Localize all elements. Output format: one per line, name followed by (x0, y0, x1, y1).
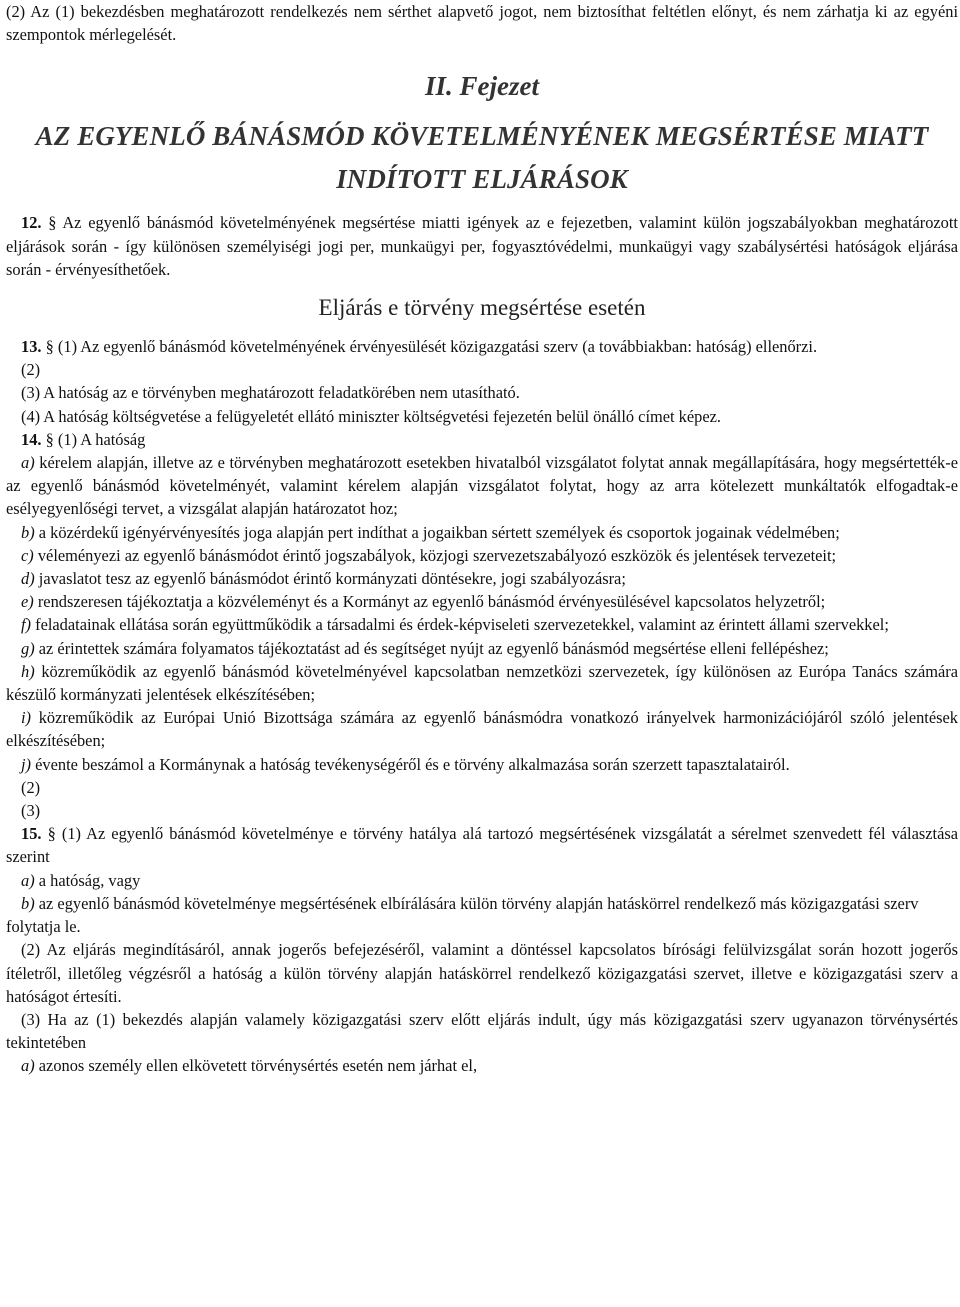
list-item-label: h) (21, 661, 35, 681)
section-15-lead-text: (1) Az egyenlő bánásmód követelménye e törvény hatálya alá tartozó megsértésének vizsgálatát a sérelmet szenvedett fél választása szerint (6, 824, 959, 867)
section-13-p1-text: (1) Az egyenlő bánásmód követelményének érvényesülését közigazgatási szerv (a továbbiakban: hatóság) ellenőrzi. (57, 337, 818, 357)
section-15-item-list (6, 869, 958, 915)
list-item (6, 590, 958, 613)
section-14-p2 (6, 776, 958, 799)
chapter-title-line1: AZ EGYENLŐ BÁNÁSMÓD KÖVETELMÉNYÉNEK MEGSÉRTÉSE MIATT (35, 121, 929, 152)
section-15-lead (6, 822, 958, 868)
intro-paragraph (6, 0, 958, 46)
section-sign-icon: § (47, 824, 56, 844)
list-item-text: évente beszámol a Kormánynak a hatóság tevékenységéről és e törvény alkalmazása során szerzett tapasztalatairól. (35, 754, 790, 774)
section-13-p2-text: (2) (21, 360, 41, 380)
section-13-number: 13. (21, 337, 42, 357)
section-sign-icon: § (45, 429, 54, 449)
intro-text: (2) Az (1) bekezdésben meghatározott rendelkezés nem sérthet alapvető jogot, nem biztosíthat feltétlen előnyt, és nem zárhatja ki az egyéni szempontok mérlegelését. (6, 2, 958, 45)
list-item (6, 660, 958, 706)
section-14-p3 (6, 799, 958, 822)
subsection-title: Eljárás e törvény megsértése esetén (318, 295, 646, 321)
section-13-p4 (6, 405, 958, 428)
list-item-text: az egyenlő bánásmód követelménye megsértésének elbírálására külön törvény alapján hatáskörrel rendelkező más közigazgatási szerv (38, 893, 919, 913)
section-15-p3-text: (3) Ha az (1) bekezdés alapján valamely közigazgatási szerv előtt eljárás indult, úgy más közigazgatási szerv ugyanazon törvénysértés tekintetében (6, 1009, 958, 1053)
list-item (6, 753, 958, 776)
list-item (6, 892, 958, 915)
list-item-label: b) (21, 893, 35, 913)
list-item-text: a hatóság, vagy (38, 870, 141, 890)
list-item (6, 567, 958, 590)
list-item (6, 706, 958, 752)
list-item-text: javaslatot tesz az egyenlő bánásmódot érintő kormányzati döntésekre, jogi szabályozásra; (38, 569, 626, 589)
list-item-text: rendszeresen tájékoztatja a közvéleményt és a Kormányt az egyenlő bánásmód érvényesülésével kapcsolatos helyzetről; (37, 592, 826, 612)
section-sign-icon: § (48, 213, 57, 233)
section-12-number: 12. (21, 213, 42, 233)
list-item-text: az érintettek számára folyamatos tájékoztatást ad és segítséget nyújt az egyenlő bánásmód megsértése elleni fellépéshez; (38, 638, 829, 658)
list-item (6, 451, 958, 521)
list-item-text: közreműködik az Európai Unió Bizottsága számára az egyenlő bánásmódra vonatkozó irányelvek harmonizációjáról szóló jelentések elkészítésében; (6, 708, 958, 751)
section-14-p2-text: (2) (21, 777, 41, 797)
list-item (6, 544, 958, 567)
section-14-lead-text: (1) A hatóság (57, 429, 146, 449)
list-item-label: a) (21, 1056, 35, 1076)
section-15-p3 (6, 1008, 958, 1054)
section-15-p2 (6, 938, 958, 1008)
section-12 (6, 211, 958, 281)
list-item-label: j) (21, 754, 32, 774)
list-item-text: kérelem alapján, illetve az e törvényben meghatározott esetekben hivatalból vizsgálatot folytat annak megállapítására, hogy megsértették-e az egyenlő bánásmód követelményét, valamint kérelem alapján vizsgálatot folytat, hogy az arra kötelezett munkáltatók elfogadtak-e esélyegyenlőségi tervet, a vizsgálat alapján határozatot hoz; (6, 453, 958, 519)
section-13-p3 (6, 381, 958, 404)
section-14-lead (6, 428, 958, 451)
list-item-label: g) (21, 638, 35, 658)
list-item-text: véleményezi az egyenlő bánásmódot érintő jogszabályok, közjogi szervezetszabályozó eszközök és jelentések tervezeteit; (37, 545, 837, 565)
list-item-label: a) (21, 870, 35, 890)
list-item-text: közreműködik az egyenlő bánásmód követelményével kapcsolatban nemzetközi szervezetek, így különösen az Európa Tanács számára készülő kormányzati jelentések elkészítésében; (6, 661, 958, 705)
list-item (6, 521, 958, 544)
list-item-text: a közérdekű igényérvényesítés joga alapján pert indíthat a jogaikban sértett személyek és csoportok jogainak védelmében; (38, 522, 840, 542)
list-item-label: b) (21, 522, 35, 542)
section-15-tail (6, 915, 958, 938)
list-item (6, 869, 958, 892)
list-item-label: i) (21, 708, 32, 728)
list-item-label: c) (21, 545, 34, 565)
document-page (6, 0, 958, 1078)
section-15-number: 15. (21, 824, 42, 844)
list-item-label: f) (21, 615, 32, 635)
list-item (6, 613, 958, 636)
section-15-tail-text: folytatja le. (6, 917, 81, 937)
list-item-label: d) (21, 569, 35, 589)
list-item (6, 637, 958, 660)
section-sign-icon: § (45, 337, 54, 357)
section-12-text: Az egyenlő bánásmód követelményének megsértése miatti igények az e fejezetben, valamint külön jogszabályokban meghatározott eljárások során - így különösen személyiségi jogi per, munkaügyi per, fogyasztóvédelmi, munkaügyi vagy szabálysértési hatóságok eljárása során - érvényesíthetőek. (6, 213, 958, 279)
list-item (6, 1054, 958, 1077)
chapter-number: II. Fejezet (425, 71, 539, 102)
section-15-p3-item-list (6, 1054, 958, 1077)
list-item-text: azonos személy ellen elkövetett törvénysértés esetén nem járhat el, (38, 1056, 478, 1076)
section-15-p2-text: (2) Az eljárás megindításáról, annak jogerős befejezéséről, valamint a döntéssel kapcsolatos bírósági felülvizsgálat során hozott jogerős ítéletről, illetőleg végzésről a hatóság a külön törvény alapján hatáskörrel rendelkező közigazgatási szervet, illetve e közigazgatási szerv a hatóságot értesíti. (6, 940, 958, 1006)
section-13-p1 (6, 335, 958, 358)
chapter-title-line2: INDÍTOTT ELJÁRÁSOK (336, 164, 628, 195)
section-13-p4-text: (4) A hatóság költségvetése a felügyeletét ellátó miniszter költségvetési fejezetén belül önálló címet képez. (21, 406, 721, 426)
section-13-p2 (6, 358, 958, 381)
section-14-item-list (6, 451, 958, 776)
list-item-label: a) (21, 453, 35, 473)
list-item-text: feladatainak ellátása során együttműködik a társadalmi és érdek-képviseleti szervezetekkel, valamint az érintett állami szervekkel; (35, 615, 889, 635)
section-14-p3-text: (3) (21, 801, 41, 821)
section-14-number: 14. (21, 429, 42, 449)
list-item-label: e) (21, 592, 34, 612)
section-13-p3-text: (3) A hatóság az e törvényben meghatározott feladatkörében nem utasítható. (21, 383, 520, 403)
